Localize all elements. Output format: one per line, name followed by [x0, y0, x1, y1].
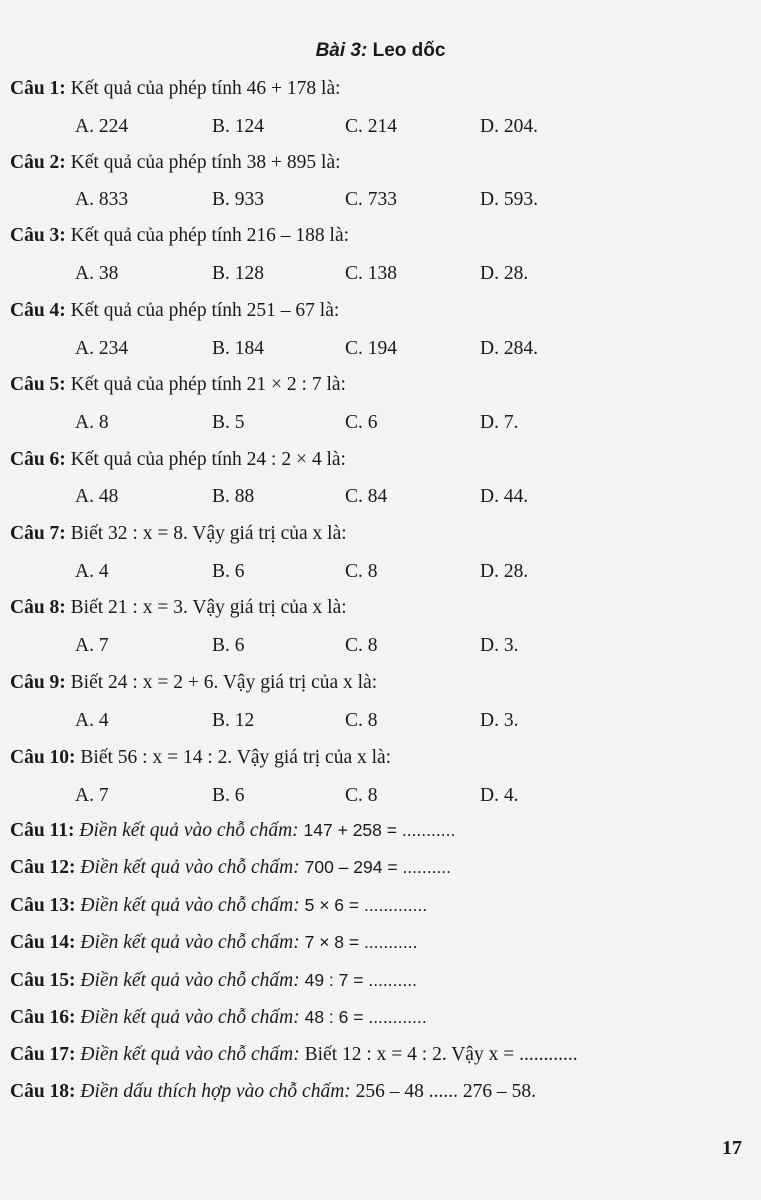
options-10 [0, 785, 761, 811]
option-a: A. 38 [75, 263, 119, 284]
question-text: Kết quả của phép tính 46 + 178 là: [70, 78, 341, 99]
question-text: Biết 21 : x = 3. Vậy giá trị của x là: [70, 597, 347, 618]
question-expression: 700 – 294 = .......... [304, 857, 452, 877]
options-4 [0, 338, 761, 364]
option-d: D. 28. [480, 561, 529, 582]
title-text: Leo dốc [372, 40, 446, 61]
options-9 [0, 710, 761, 736]
option-b: B. 933 [212, 189, 265, 210]
question-label: Câu 17: [10, 1044, 76, 1065]
options-5 [0, 412, 761, 438]
question-label: Câu 15: [10, 970, 76, 991]
question-label: Câu 18: [10, 1081, 76, 1102]
question-label: Câu 11: [10, 820, 75, 841]
option-b: B. 12 [212, 710, 255, 731]
question-instruction: Điền kết quả vào chỗ chấm: [79, 820, 299, 841]
question-label: Câu 5: [10, 374, 66, 395]
question-3 [10, 225, 349, 247]
question-text: Biết 24 : x = 2 + 6. Vậy giá trị của x là: [70, 672, 378, 693]
options-1 [0, 116, 761, 142]
question-label: Câu 2: [10, 152, 66, 173]
question-18 [10, 1081, 536, 1103]
question-instruction: Điền kết quả vào chỗ chấm: [80, 895, 300, 916]
page-title [0, 40, 761, 62]
question-label: Câu 9: [10, 672, 66, 693]
options-3 [0, 263, 761, 289]
question-6 [10, 449, 346, 471]
question-expression: 48 : 6 = ............ [304, 1007, 427, 1027]
question-instruction: Điền kết quả vào chỗ chấm: [80, 857, 300, 878]
option-c: C. 733 [345, 189, 398, 210]
question-2 [10, 152, 341, 174]
question-label: Câu 8: [10, 597, 66, 618]
option-b: B. 6 [212, 561, 245, 582]
question-instruction: Điền kết quả vào chỗ chấm: [80, 970, 300, 991]
option-c: C. 6 [345, 412, 378, 433]
option-d: D. 3. [480, 710, 519, 731]
question-16 [10, 1007, 427, 1029]
question-instruction: Điền dấu thích hợp vào chỗ chấm: [80, 1081, 351, 1102]
question-expression: 7 × 8 = ........... [304, 932, 418, 952]
question-label: Câu 7: [10, 523, 66, 544]
question-label: Câu 16: [10, 1007, 76, 1028]
option-b: B. 128 [212, 263, 265, 284]
option-d: D. 28. [480, 263, 529, 284]
question-14 [10, 932, 417, 954]
question-text: Kết quả của phép tính 21 × 2 : 7 là: [70, 374, 346, 395]
question-1 [10, 78, 341, 100]
question-5 [10, 374, 346, 396]
option-b: B. 5 [212, 412, 245, 433]
option-d: D. 4. [480, 785, 519, 806]
option-d: D. 284. [480, 338, 538, 359]
option-a: A. 7 [75, 785, 109, 806]
option-a: A. 234 [75, 338, 129, 359]
page-number: 17 [722, 1137, 742, 1159]
question-11 [10, 820, 455, 842]
question-15 [10, 970, 417, 992]
options-8 [0, 635, 761, 661]
question-9 [10, 672, 377, 694]
question-4 [10, 300, 339, 322]
option-c: C. 8 [345, 561, 378, 582]
question-label: Câu 13: [10, 895, 76, 916]
question-text: Kết quả của phép tính 251 – 67 là: [70, 300, 340, 321]
question-instruction: Điền kết quả vào chỗ chấm: [80, 1007, 300, 1028]
question-label: Câu 1: [10, 78, 66, 99]
option-c: C. 8 [345, 710, 378, 731]
options-2 [0, 189, 761, 215]
option-a: A. 4 [75, 561, 109, 582]
option-b: B. 124 [212, 116, 265, 137]
question-instruction: Điền kết quả vào chỗ chấm: [80, 932, 300, 953]
question-expression: 5 × 6 = ............. [304, 895, 428, 915]
option-b: B. 184 [212, 338, 265, 359]
question-text: Kết quả của phép tính 24 : 2 × 4 là: [70, 449, 346, 470]
question-8 [10, 597, 347, 619]
option-c: C. 138 [345, 263, 398, 284]
question-expression: 256 – 48 ...... 276 – 58. [355, 1081, 537, 1102]
option-c: C. 214 [345, 116, 398, 137]
question-expression: Biết 12 : x = 4 : 2. Vậy x = ............ [304, 1044, 578, 1065]
question-expression: 49 : 7 = .......... [304, 970, 417, 990]
option-d: D. 3. [480, 635, 519, 656]
option-c: C. 8 [345, 635, 378, 656]
option-a: A. 224 [75, 116, 129, 137]
question-text: Kết quả của phép tính 38 + 895 là: [70, 152, 341, 173]
option-d: D. 7. [480, 412, 519, 433]
question-label: Câu 4: [10, 300, 66, 321]
question-13 [10, 895, 427, 917]
option-a: A. 4 [75, 710, 109, 731]
option-b: B. 6 [212, 635, 245, 656]
option-a: A. 48 [75, 486, 119, 507]
question-17 [10, 1044, 578, 1066]
option-a: A. 833 [75, 189, 129, 210]
options-7 [0, 561, 761, 587]
question-7 [10, 523, 347, 545]
question-text: Kết quả của phép tính 216 – 188 là: [70, 225, 350, 246]
option-c: C. 8 [345, 785, 378, 806]
question-label: Câu 10: [10, 747, 76, 768]
question-text: Biết 32 : x = 8. Vậy giá trị của x là: [70, 523, 347, 544]
option-c: C. 84 [345, 486, 388, 507]
question-label: Câu 12: [10, 857, 76, 878]
question-label: Câu 6: [10, 449, 66, 470]
option-a: A. 7 [75, 635, 109, 656]
option-b: B. 6 [212, 785, 245, 806]
question-10 [10, 747, 391, 769]
option-a: A. 8 [75, 412, 109, 433]
option-d: D. 593. [480, 189, 538, 210]
question-12 [10, 857, 451, 879]
question-label: Câu 14: [10, 932, 76, 953]
question-expression: 147 + 258 = ........... [303, 820, 456, 840]
option-d: D. 204. [480, 116, 538, 137]
option-c: C. 194 [345, 338, 398, 359]
title-prefix: Bài 3: [315, 40, 368, 61]
option-b: B. 88 [212, 486, 255, 507]
question-label: Câu 3: [10, 225, 66, 246]
question-text: Biết 56 : x = 14 : 2. Vậy giá trị của x là: [80, 747, 392, 768]
option-d: D. 44. [480, 486, 529, 507]
question-instruction: Điền kết quả vào chỗ chấm: [80, 1044, 300, 1065]
options-6 [0, 486, 761, 512]
